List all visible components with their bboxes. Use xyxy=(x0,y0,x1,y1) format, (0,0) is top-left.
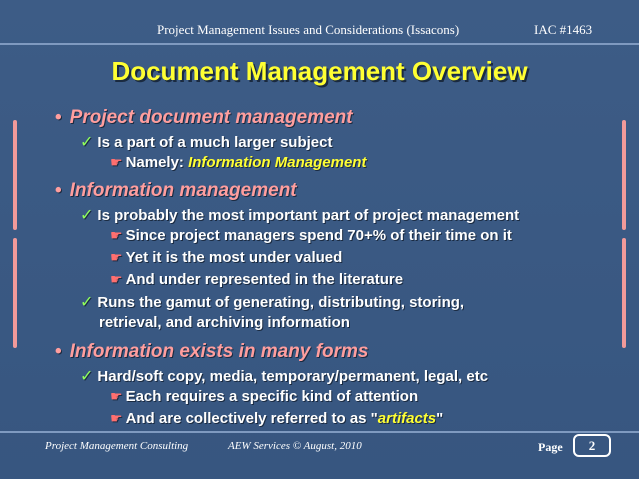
pointing-hand-icon: ☛ xyxy=(110,410,123,426)
subpoint-highlight: Information Management xyxy=(188,154,367,171)
check-icon: ✓ xyxy=(80,368,94,385)
subpoint-highlight: artifacts xyxy=(377,410,437,427)
right-accent-bar-top xyxy=(622,120,626,230)
subpoint-text: Each requires a specific kind of attention xyxy=(125,388,419,405)
pointing-hand-icon: ☛ xyxy=(110,154,123,170)
subpoint-text: And under represented in the literature xyxy=(125,271,404,288)
course-title: Project Management Issues and Considerations (Issacons) xyxy=(157,22,460,37)
pointing-hand-icon: ☛ xyxy=(110,249,123,265)
section-heading xyxy=(55,180,297,202)
footer-divider xyxy=(0,431,639,433)
point xyxy=(80,292,464,312)
subpoint-text: Yet it is the most under valued xyxy=(125,249,343,266)
point xyxy=(80,205,519,225)
subpoint xyxy=(110,271,403,288)
check-icon: ✓ xyxy=(80,207,94,224)
subpoint-text: Namely: xyxy=(125,154,189,171)
subpoint-text: Since project managers spend 70+% of their time on it xyxy=(125,227,512,244)
point xyxy=(80,366,488,386)
point-text: Runs the gamut of generating, distributing, storing, xyxy=(97,294,465,311)
page-number-box: 2 xyxy=(573,434,611,457)
pointing-hand-icon: ☛ xyxy=(110,271,123,287)
page-label: Page xyxy=(538,440,563,454)
point-text: Hard/soft copy, media, temporary/permanent, legal, etc xyxy=(97,368,489,385)
point-text: Is probably the most important part of project management xyxy=(97,207,520,224)
right-accent-bar-bottom xyxy=(622,238,626,348)
point xyxy=(80,132,332,152)
course-code: IAC #1463 xyxy=(534,22,593,37)
pointing-hand-icon: ☛ xyxy=(110,227,123,243)
section-heading-text: Project document management xyxy=(69,107,353,128)
check-icon: ✓ xyxy=(80,134,94,151)
bullet-dot-icon: • xyxy=(55,341,62,362)
left-accent-bar-top xyxy=(13,120,17,230)
subpoint xyxy=(110,410,443,427)
footer-copyright: AEW Services © August, 2010 xyxy=(228,440,362,452)
subpoint-suffix: " xyxy=(436,410,444,427)
bullet-dot-icon: • xyxy=(55,180,62,201)
section-heading xyxy=(55,341,368,363)
slide-title: Document Management Overview xyxy=(111,56,528,86)
section-heading-text: Information management xyxy=(69,180,297,201)
section-heading-text: Information exists in many forms xyxy=(69,341,369,362)
point-continuation: retrieval, and archiving information xyxy=(99,314,350,331)
header-divider xyxy=(0,43,639,45)
left-accent-bar-bottom xyxy=(13,238,17,348)
subpoint xyxy=(110,249,342,266)
check-icon: ✓ xyxy=(80,294,94,311)
subpoint xyxy=(110,227,512,244)
subpoint xyxy=(110,154,366,171)
point-text: Is a part of a much larger subject xyxy=(97,134,333,151)
footer-company: Project Management Consulting xyxy=(45,440,189,452)
subpoint xyxy=(110,388,418,405)
bullet-dot-icon: • xyxy=(55,107,62,128)
section-heading xyxy=(55,107,353,129)
pointing-hand-icon: ☛ xyxy=(110,388,123,404)
subpoint-text: And are collectively referred to as " xyxy=(125,410,378,427)
